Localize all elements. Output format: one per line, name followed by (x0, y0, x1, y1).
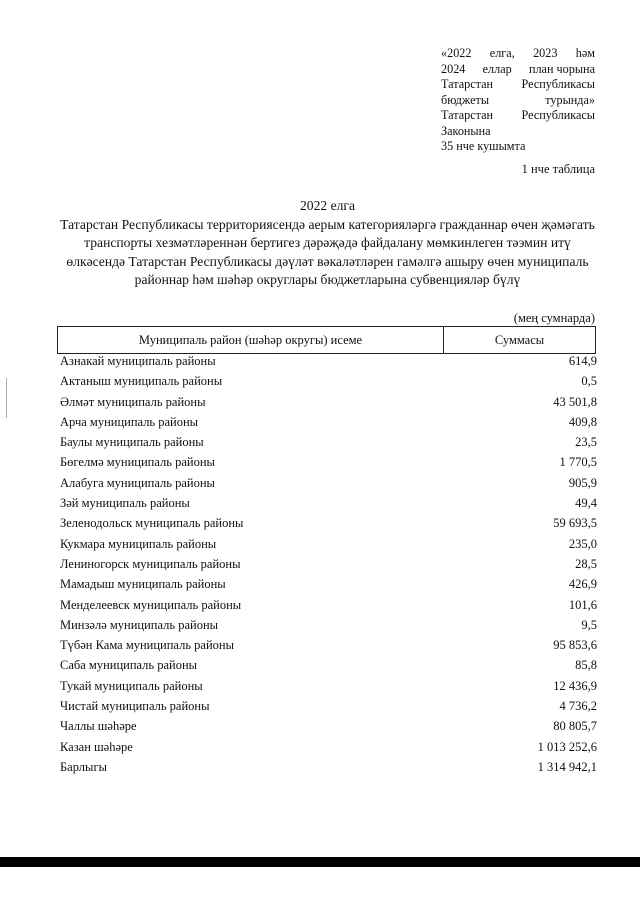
annex-note-word: һәм (575, 46, 595, 60)
district-name: Әлмәт муниципаль районы (60, 394, 206, 409)
district-name: Түбән Кама муниципаль районы (60, 638, 234, 653)
subvention-amount: 12 436,9 (553, 678, 597, 693)
table-row (60, 696, 597, 716)
annex-note-word: еллар (482, 61, 512, 76)
table-row (60, 371, 597, 391)
subvention-amount: 235,0 (568, 536, 597, 551)
district-name: Арча муниципаль районы (60, 414, 199, 429)
table-row (60, 473, 597, 493)
district-name: Саба муниципаль районы (60, 658, 198, 673)
subvention-amount: 905,9 (568, 475, 597, 490)
district-name: Минзәлә муниципаль районы (60, 617, 219, 632)
subvention-amount: 80 805,7 (553, 719, 597, 734)
subvention-amount: 0,5 (581, 374, 597, 389)
annex-note-word: Законына (441, 123, 491, 138)
annex-note-line (441, 93, 595, 109)
annex-note-line (441, 62, 595, 78)
district-name: Зеленодольск муниципаль районы (60, 516, 244, 531)
table-row (60, 432, 597, 452)
table-header (57, 326, 596, 354)
annex-note-word: 2023 (533, 46, 558, 60)
table-row (60, 534, 597, 554)
district-name: Азнакай муниципаль районы (60, 354, 216, 368)
table-row (60, 655, 597, 675)
annex-note-word: 35 нче кушымта (441, 139, 526, 153)
table-row (60, 615, 597, 635)
subvention-amount: 43 501,8 (553, 394, 597, 409)
annex-note-word: «2022 (441, 46, 472, 60)
subvention-amount: 59 693,5 (553, 516, 597, 531)
district-name: Менделеевск муниципаль районы (60, 597, 242, 612)
annex-note-word: Татарстан (441, 108, 494, 122)
table-row (60, 452, 597, 472)
table-row (60, 716, 597, 736)
annex-note-line (441, 108, 595, 124)
district-name: Барлыгы (60, 759, 107, 774)
table-row (60, 493, 597, 513)
subvention-amount: 28,5 (575, 556, 597, 571)
table-number: 1 нче таблица (521, 162, 595, 176)
table-row (60, 635, 597, 655)
table-row (60, 757, 597, 777)
district-name: Алабуга муниципаль районы (60, 475, 215, 490)
subvention-amount: 1 013 252,6 (537, 739, 597, 754)
law-annex-note (441, 46, 595, 155)
annex-note-word: бюджеты (441, 92, 490, 107)
table-row (60, 554, 597, 574)
subvention-amount: 49,4 (575, 496, 597, 511)
subvention-amount: 23,5 (575, 435, 597, 450)
annex-note-line (441, 46, 595, 62)
table-row (60, 676, 597, 696)
scan-bottom-border (0, 857, 640, 867)
table-row (60, 392, 597, 412)
subvention-amount: 1 314 942,1 (537, 759, 597, 774)
subvention-amount: 409,8 (568, 414, 597, 429)
annex-note-word: турында» (545, 92, 595, 107)
title-year: 2022 елга (299, 198, 355, 213)
table-row (60, 351, 597, 371)
annex-note-word: Республикасы (521, 108, 595, 122)
table-body (60, 351, 597, 777)
annex-note-line (441, 124, 595, 140)
table-row (60, 513, 597, 533)
district-name: Бөгелмә муниципаль районы (60, 455, 215, 470)
district-name: Актаныш муниципаль районы (60, 374, 223, 389)
subvention-amount: 1 770,5 (559, 455, 597, 470)
annex-note-word: Татарстан (441, 77, 494, 91)
district-name: Мамадыш муниципаль районы (60, 577, 226, 592)
annex-note-line (441, 77, 595, 93)
unit-label: (мең сумнарда) (513, 311, 595, 325)
subvention-amount: 101,6 (568, 597, 597, 612)
district-name: Лениногорск муниципаль районы (60, 556, 241, 571)
district-name: Чистай муниципаль районы (60, 699, 210, 714)
district-name: Казан шәһәре (60, 739, 133, 754)
annex-note-word: план чорына (528, 61, 595, 76)
district-name: Тукай муниципаль районы (60, 678, 203, 693)
subvention-amount: 95 853,6 (553, 638, 597, 653)
annex-note-word: 2024 (441, 61, 466, 76)
annex-note-word: Республикасы (521, 77, 595, 91)
column-header-amount: Суммасы (494, 333, 545, 347)
annex-note-word: елга, (489, 46, 515, 60)
district-name: Чаллы шәһәре (60, 719, 137, 734)
subvention-amount: 4 736,2 (559, 699, 597, 714)
subvention-amount: 614,9 (568, 354, 597, 368)
subvention-amount: 9,5 (581, 617, 597, 632)
document-title (60, 197, 595, 290)
table-row (60, 412, 597, 432)
district-name: Баулы муниципаль районы (60, 435, 204, 450)
table-row (60, 595, 597, 615)
column-header-name: Муниципаль район (шәһәр округы) исеме (58, 327, 444, 353)
table-row (60, 574, 597, 594)
annex-note-line (441, 139, 595, 155)
title-text: Татарстан Республикасы территориясендә аерым категорияләргә гражданнар өчен җәмәгать транспорты хезмәтләреннән бертигез дәрәҗәдә файдалану мөмкинлеген тәэмин итү өлкәсендә Татарстан Республикасы дәүләт вәкаләтләрен гамәлгә ашыру өчен муниципаль районнар һәм шәһәр округлары бюджетларына субвенцияләр бүлү (60, 216, 595, 287)
district-name: Кукмара муниципаль районы (60, 536, 217, 551)
subvention-amount: 426,9 (568, 577, 597, 592)
scan-edge-mark (6, 378, 7, 418)
subvention-amount: 85,8 (575, 658, 597, 673)
table-row (60, 737, 597, 757)
district-name: Зәй муниципаль районы (60, 496, 190, 511)
